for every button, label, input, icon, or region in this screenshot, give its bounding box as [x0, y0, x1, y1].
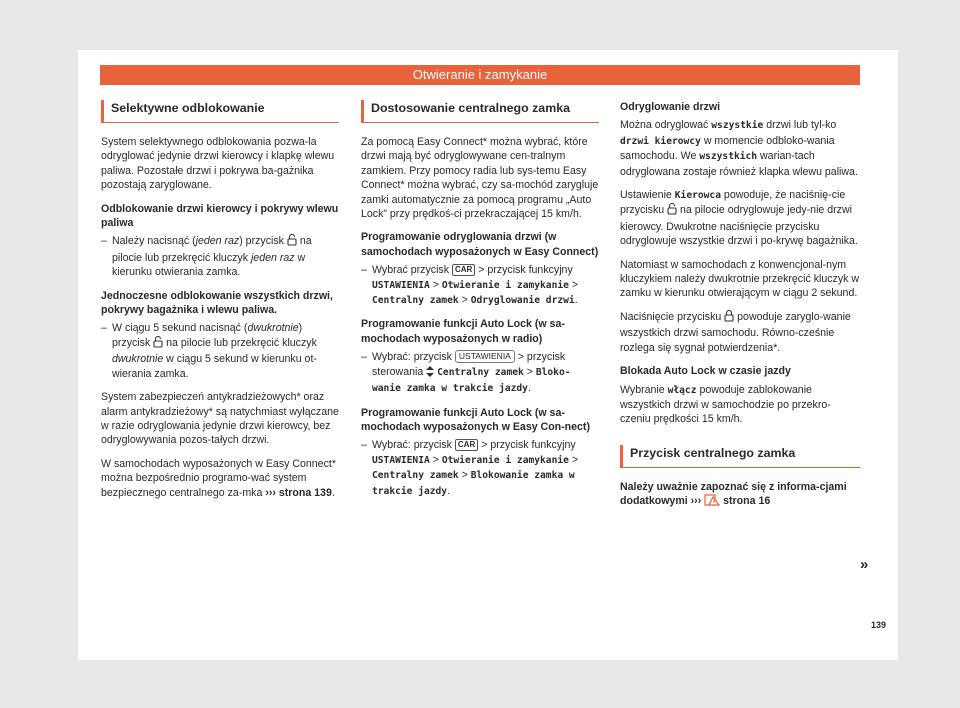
- text-run: na pilocie lub przekręcić kluczyk: [112, 235, 312, 264]
- menu-path: Otwieranie i zamykanie: [441, 454, 569, 466]
- page-reference-link[interactable]: ››› strona 139: [265, 486, 332, 499]
- list-item: [101, 321, 339, 381]
- menu-value: Kierowca: [674, 190, 721, 202]
- subheading: Programowanie odryglowania drzwi (w samochodach wyposażonych w Easy Connect): [361, 231, 599, 258]
- menu-path: Centralny zamek: [437, 366, 524, 378]
- text-run: w kierunku otwierania zamka.: [112, 251, 306, 279]
- paragraph: [620, 188, 860, 249]
- text-run: strona 16: [720, 495, 771, 508]
- list-item: [361, 350, 599, 396]
- section-header: Otwieranie i zamykanie: [100, 65, 860, 85]
- text-run: Należy nacisnąć (: [112, 235, 196, 248]
- menu-path: Otwieranie i zamykanie: [441, 279, 569, 291]
- column-1: [101, 100, 339, 509]
- text-run: >: [568, 453, 579, 466]
- menu-path: USTAWIENIA: [372, 279, 430, 291]
- text-run: warian-tach odryglowana zostaje również klapka wlewu paliwa.: [620, 150, 858, 178]
- subheading: Jednoczesne odblokowanie wszystkich drzwi, pokrywy bagażnika i wlewu paliwa.: [101, 289, 333, 317]
- paragraph: [620, 310, 860, 355]
- list-text: [112, 234, 339, 279]
- text-run: .: [447, 484, 451, 497]
- menu-path: Bloko-wanie zamka w trakcie jazdy: [372, 366, 571, 395]
- text-run: jeden raz: [195, 235, 240, 248]
- menu-value: włącz: [667, 384, 697, 396]
- text-run: na pilocie lub przekręcić kluczyk: [163, 336, 317, 349]
- text-run: > przycisk sterowania: [372, 351, 566, 378]
- subheading: Programowanie funkcji Auto Lock (w sa-mochodach wyposażonych w radio): [361, 318, 565, 345]
- text-run: Ustawienie: [620, 189, 675, 202]
- list-item: [361, 263, 599, 308]
- text-run: >: [429, 278, 442, 291]
- text-run: jeden raz: [250, 251, 295, 264]
- text-run: Należy uważnie zapoznać się z informa-cjami dodatkowymi: [620, 480, 847, 508]
- paragraph-warning-reference: [620, 480, 860, 511]
- warning-icon: [704, 494, 720, 510]
- menu-path: Centralny zamek: [372, 295, 459, 307]
- subheading: Blokada Auto Lock w czasie jazdy: [620, 365, 791, 378]
- text-run: >: [458, 294, 471, 307]
- text-run: ) przycisk: [112, 322, 303, 349]
- text-run: powoduje zaryglo-wanie wszystkich drzwi samochodu. Równo-cześnie rozlega się sygnał potwierdzenia*.: [620, 310, 851, 354]
- list-dash: –: [361, 351, 367, 364]
- text-run: ) przycisk: [239, 235, 287, 248]
- list-dash: –: [101, 322, 107, 335]
- paragraph: System selektywnego odblokowania pozwa-la odryglować jedynie drzwi kierowcy i klapkę wlewu paliwa. Pozostałe drzwi i pokrywa ba-gażnika pozostają zaryglowane.: [101, 136, 335, 192]
- unlock-icon: [287, 234, 297, 250]
- paragraph: Natomiast w samochodach z konwencjonal-nym kluczykiem należy dwukrotnie przekręcić kluczyk w zamku w kierunku otwierającym w ciągu 2 sekund.: [620, 258, 860, 300]
- subheading: Odblokowanie drzwi kierowcy i pokrywy wlewu paliwa: [101, 202, 339, 230]
- car-button-icon: CAR: [455, 439, 478, 451]
- menu-value: wszystkie: [711, 120, 764, 132]
- text-run: > przycisk funkcyjny: [478, 439, 576, 452]
- unlock-icon: [667, 203, 677, 219]
- paragraph: Za pomocą Easy Connect* można wybrać, które drzwi mają być odryglowywane cen-tralnym zamkiem. Przy pomocy radia lub sys-temu Easy Connect* można wybrać, czy sa-mochód zarygluje zamki automatycznie za pomocą programu „Auto Lock” przy prędkoś-ci przekraczającej 15 km/h.: [361, 136, 599, 221]
- text-run: Naciśnięcie przycisku: [620, 310, 725, 323]
- page-number: 139: [871, 620, 887, 630]
- list-dash: –: [361, 439, 367, 452]
- menu-value: wszystkich: [699, 151, 758, 163]
- text-run: .: [574, 294, 578, 307]
- section-title-central-lock-settings: Dostosowanie centralnego zamka: [361, 100, 599, 123]
- list-text: [112, 321, 339, 381]
- settings-button-label: USTAWIENIA: [455, 350, 515, 363]
- list-text: [372, 263, 599, 308]
- text-run: powoduje zablokowanie wszystkich drzwi w samochodzie po przekro-czeniu prędkości 15 km/h.: [620, 383, 831, 426]
- continue-arrow: »: [860, 556, 869, 573]
- menu-value: drzwi kierowcy: [620, 135, 701, 147]
- text-run: Wybrać przycisk: [372, 264, 452, 277]
- text-run: Wybranie: [620, 383, 668, 396]
- text-run: dwukrotnie: [112, 353, 164, 366]
- text-run: W samochodach wyposażonych w Easy Connect* można bezpośrednio programo-wać system bezpiecznego centralnego za-mka: [101, 457, 336, 499]
- list-text: [372, 350, 599, 396]
- page-reference-link[interactable]: ›››: [690, 495, 702, 508]
- text-run: w momencie odbloko-wania samochodu. We: [620, 134, 835, 163]
- paragraph: [101, 457, 339, 500]
- menu-path: Odryglowanie drzwi: [470, 295, 575, 307]
- list-item: [361, 438, 599, 499]
- subheading: Odryglowanie drzwi: [620, 101, 721, 113]
- unlock-icon: [153, 336, 163, 352]
- column-2: [361, 100, 599, 508]
- text-run: Wybrać: przycisk: [372, 439, 455, 452]
- text-run: dwukrotnie: [247, 322, 299, 335]
- text-run: .: [527, 382, 531, 395]
- text-run: drzwi lub tyl-ko: [763, 119, 837, 132]
- column-3: [620, 100, 860, 520]
- list-dash: –: [101, 235, 107, 248]
- text-run: >: [523, 365, 536, 378]
- subheading: Programowanie funkcji Auto Lock (w sa-mochodach wyposażonych w Easy Con-nect): [361, 406, 590, 433]
- text-run: w ciągu 5 sekund w kierunku ot-wierania zamka.: [112, 353, 317, 380]
- paragraph: [620, 118, 860, 179]
- up-down-arrow-icon: [426, 366, 434, 381]
- text-run: >: [458, 469, 471, 482]
- text-run: .: [331, 486, 335, 499]
- menu-path: USTAWIENIA: [372, 454, 430, 466]
- section-title-central-lock-button: Przycisk centralnego zamka: [620, 445, 860, 468]
- list-item: [101, 234, 339, 279]
- paragraph: [620, 383, 860, 427]
- section-title-selective-unlock: Selektywne odblokowanie: [101, 100, 339, 123]
- text-run: >: [568, 278, 579, 291]
- text-run: powoduje, że naciśnię-cie przycisku: [620, 189, 846, 217]
- car-button-icon: CAR: [452, 264, 475, 276]
- text-run: Można odryglować: [620, 119, 712, 132]
- text-run: na pilocie odryglowuje jedy-nie drzwi kierowcy. Dwukrotne naciśnięcie przycisku odryglowuje wszystkie drzwi i po-krywę bagażnika.: [620, 204, 858, 248]
- list-text: [372, 438, 599, 499]
- text-run: W ciągu 5 sekund nacisnąć (: [112, 322, 248, 335]
- text-run: > przycisk funkcyjny: [475, 264, 573, 277]
- menu-path: Centralny zamek: [372, 470, 459, 482]
- list-dash: –: [361, 264, 367, 277]
- lock-icon: [724, 310, 734, 326]
- text-run: Wybrać: przycisk: [372, 351, 455, 364]
- menu-path: Blokowanie zamka w trakcie jazdy: [372, 470, 575, 497]
- paragraph: System zabezpieczeń antykradzieżowych* oraz alarm antykradzieżowy* są natychmiast wyłączane w razie odryglowania jedynie drzwi kierowcy, bez odryglowywania pozos-tałych drzwi.: [101, 391, 339, 447]
- text-run: >: [429, 453, 442, 466]
